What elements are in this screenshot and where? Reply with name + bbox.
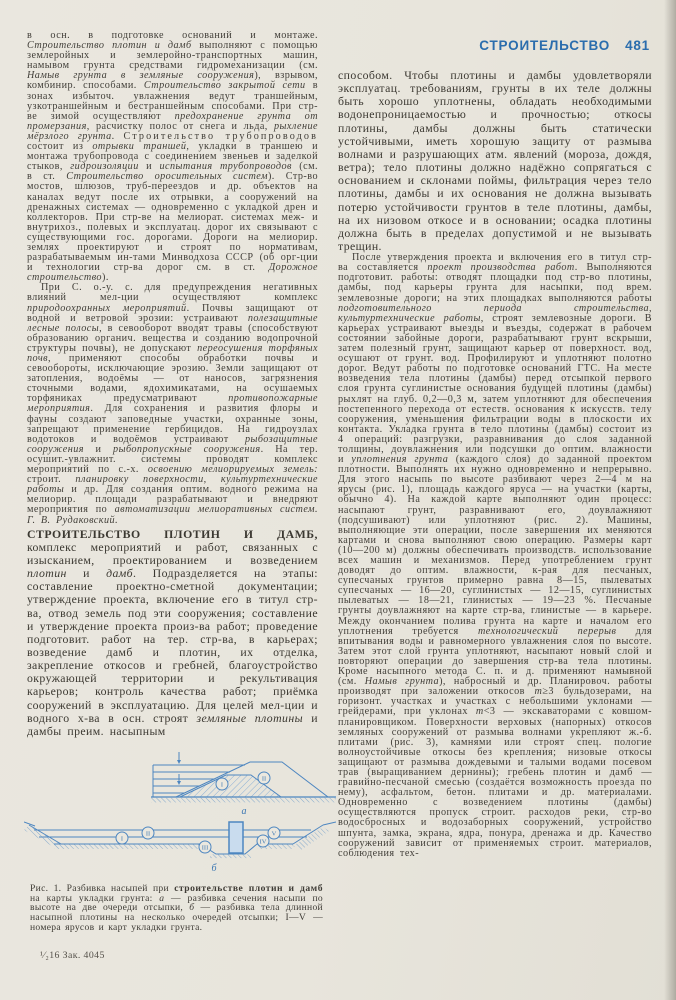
- paragraph-nature-protection: При С. о.-у. с. для предупреждения негативных влияний мел-ции осуществляют комплекс природоохранных мероприятий. Почвы защищают от водной и ветровой эрозии: устраивают полезащитные лесные полосы, в севооборот вводят травы (способствуют образованию органич. вещества и созданию водопрочной структуры почвы), не допускают переосушения торфяных почв, применяют способы обработки почвы и севообороты, исключающие эрозию. Земли защищают от затопления, водоёмы — от наносов, загрязнения сточными водами, ядохимикатами, на осушаемых торфяниках предусматривают противопожарные мероприятия. Для сохранения и развития флоры и фауны создают заповедные участки, охранные зоны, запрещают применение гербицидов. На гидроузлах водотоков и водоёмов устраивают рыбозащитные сооружения и рыбопропускные сооружения. На тер. осушит.-увлажнит. системы проводят комплекс мероприятий по с.-х. освоению мелиорируемых земель: строит. планировку поверхности, культуртехнические работы и др. Для создания оптим. водного режима на мелиорир. площади разрабатывают и внедряют мероприятия по автоматизации мелиоративных систем. Г. В. Рудаковский.: [27, 282, 318, 526]
- left-bank-hatch: [24, 825, 61, 846]
- diagram-section-a: [151, 752, 336, 797]
- water-level-arrow-icon: [177, 760, 181, 764]
- figure-dam-diagrams: [24, 750, 336, 876]
- left-column: [27, 31, 318, 747]
- figure-caption: Рис. 1. Разбивка насыпей при строительстве плотин и дамб на карты укладки грунта: а — разбивка сечения насыпи по высоте на две очереди отсыпки, б — разбивка тела длинной насыпной плотины на несколько очередей отсыпки; I—V — номера ярусов и карт укладки грунта.: [30, 883, 323, 933]
- page-number: 481: [625, 38, 650, 53]
- running-head: [338, 38, 650, 53]
- right-column: [338, 36, 652, 941]
- ground-hatch-b: [54, 845, 200, 849]
- running-head-title: СТРОИТЕЛЬСТВО: [479, 38, 611, 53]
- map-mark: V: [271, 830, 277, 838]
- outlet-structure: [229, 822, 243, 853]
- stage-mark: I: [220, 781, 224, 789]
- pit-hatch: [210, 854, 251, 858]
- paragraph-continued: в осн. в подготовке оснований и монтаже. Строительство плотин и дамб выполняют с помощью землеройных и землеройно-транспортных машин, намывом грунта средствами гидромеханизации (см. Намыв грунта в земляные сооружения), взрывом, комбинир. способами. Строительство закрытой сети в зонах избыточ. увлажнения ведут траншейным, узкотраншейным и бестраншейным способами. При стр-ве зимой осуществляют предохранение грунта от промерзания, расчистку полос от снега и льда, рыхление мёрзлого грунта. Строительство трубопроводов состоит из отрывки траншей, укладки в траншею и монтажа трубопровода с соединением звеньев и заделкой стыков, гидроизоляции и испытания трубопроводов (см. в ст. Строительство оросительных систем). Стр-во мостов, шлюзов, труб-переездов и др. объектов на каналах ведут после их отрывки, а сооружений на дренажных системах — одновременно с укладкой дрен и коллекторов. При стр-ве на мелиорат. системах меж- и внутрихоз., полевых и эксплуатац. дорог их связывают с существующими гос. дорогами. Дороги на мелиорир. землях проектируют и строят по нормативам, разрабатываемым ин-тами Минводхоза СССР (об орг-ции и технологии стр-ва дорог см. в ст. Дорожное строительство).: [27, 31, 318, 284]
- paragraph-construction-process: После утверждения проекта и включения его в титул стр-ва составляется проект производства работ. Выполняются подготовит. работы: отводят площадки под стр-во плотины, дамбы, под карьеры грунта для насыпки, под врем. землевозные дороги; на этих площадках выполняются работы подготовительного периода строительства, культуртехнические работы, строят землевозные дороги. В карьерах устраивают выезды и въезды, содержат в рабочем состоянии забойные дороги, разрабатывают грунт вскрыши, затем полезный грунт, защищают карьер от поверхност. вод, осушают от грунт. вод. Профилируют и уплотняют полотно дорог. Ведут работы по подготовке оснований ГТС. На месте возведения тела плотины (дамбы) перед отсыпкой первого слоя грунта суглинистые основания будущей плотины (дамбы) рыхлят на глуб. 0,2—0,3 м, затем уплотняют для обеспечения постепенного перехода от естеств. основания к искусств. телу сооружения, уменьшения фильтрации воды в плоскости их контакта. Укладка грунта в тело плотины (дамбы) состоит из 4 операций: разгрузки, разравнивания до слоя заданной толщины, доувлажнения или подсушки до оптим. влажности и уплотнения грунта (каждого слоя) до заданной проектом плотности. Выполнять их нужно одновременно и непрерывно. Для этого насыпь по высоте разбивают через 2—4 м на ярусы (рис. 1), площадь каждого яруса — на участки (карты, обычно 4). На каждой карте выполняют один процесс: насыпают грунт, разравнивают его, доувлажняют (подсушивают) или уплотняют (рис. 2). Машины, выполняющие эти операции, после завершения их меняются картами и снова выполняют свою операцию. Размеры карт (10—200 м) должны обеспечивать производств. использование всех машин и механизмов. Перед употреблением грунт доводят до оптим. влажности, к-рая для песчаных, супесчаных грунтов примерно равна 8—15, пылеватых супесчаных — 16—20, суглинистых — 12—15, суглинистых пылеватых — 18—21, глинистых — 19—23 %. Песчаные грунты доувлажняют на карте стр-ва, глинистые — в карьере. Между окончанием полива грунта на карте и началом его уплотнения требуется технологический перерыв для впитывания воды и равномерного увлажнения слоя по высоте. Затем этот слой грунта уплотняют, насыпают новый слой и повторяют операции до завершения стр-ва тела плотины. Кроме насыпного метода С. п. и д. применяют намывной (см. Намыв грунта), набросный и др. Планировоч. работы производят при заложении откосов m≥3 бульдозерами, на горизонт. участках и участках с небольшими уклонами — грейдерами, при уклонах m<3 — экскаваторами с ковшом-планировщиком. Поверхности верховых (напорных) откосов земляных сооружений от размыва волнами укрепляют ж.-б. плитами (рис. 3), камнями или строят спец. пологие волноустойчивые откосы без крепления; низовые откосы защищают от размыва дождевыми и талыми водами посевом трав (выращиванием дернины); гребень плотин и дамб — гравийно-песчаной смесью (создаётся возможность проезда по нему), асфальтом, бетон. плитами и др. материалами. Одновременно с возведением плотины (дамбы) осуществляются пропуск строит. расходов реки, стр-во водосбросных и водозаборных сооружений, устройство шпунта, замка, экрана, ядра, понура, дренажа и др. Качество сооружений зависит от применяемых строит. материалов, соблюдения тех-: [338, 252, 652, 859]
- map-mark: I: [120, 835, 124, 843]
- print-signature: ¹⁄₂16 Зак. 4045: [40, 950, 105, 961]
- map-mark: II: [145, 830, 151, 838]
- paragraph-dam-requirements: способом. Чтобы плотины и дамбы удовлетворяли эксплуатац. требованиям, грунты в их теле должны быть хорошо уплотнены, обладать необходимыми водонепроницаемостью и прочностью; откосы плотины, дамбы должны быть статически устойчивыми, иметь хорошую защиту от размыва волнами и разрушающих атм. явлений (мороза, дождя, ветра); тело плотины должно надёжно сопрягаться с основанием и склонами поймы, фильтрация через тело плотины, дамбы и их основания не должна вызывать потерю устойчивости грунтов в теле плотины, дамбы, на их низовом откосе и в основании; осадка плотины должна быть в пределах допустимой и не вызывать трещин.: [338, 68, 652, 254]
- dam-diagram-illustration: [24, 750, 336, 876]
- water-level-arrow-icon: [177, 781, 181, 785]
- stage-mark: II: [261, 775, 267, 783]
- ground-hatch-a: [151, 798, 336, 803]
- article-paragraph-dams: СТРОИТЕЛЬСТВО ПЛОТИН И ДАМБ, комплекс мероприятий и работ, связанных с изысканием, проектированием и возведением плотин и дамб. Подразделяется на этапы: составление проектно-сметной документации; утверждение проекта, включение его в титул стр-ва, отвод земель под эти сооружения; составление и утверждение проекта произ-ва работ; проведение подготовит. работ на тер. стр-ва, в карьерах; возведение дамб и плотин, их отделка, закрепление откосов и гребней, благоустройство окружающей территории и рекультивация карьеров; контроль качества работ; приёмка сооружений в эксплуатацию. Для целей мел-ции и водного х-ва в осн. строят земляные плотины и дамбы преим. насыпным: [27, 526, 318, 738]
- map-mark: III: [201, 844, 209, 852]
- section-b-label: б: [211, 863, 217, 874]
- map-mark: IV: [259, 838, 267, 846]
- diagram-section-b: [24, 822, 336, 854]
- section-a-label: а: [241, 806, 247, 817]
- page-edge-shadow: [664, 0, 676, 1000]
